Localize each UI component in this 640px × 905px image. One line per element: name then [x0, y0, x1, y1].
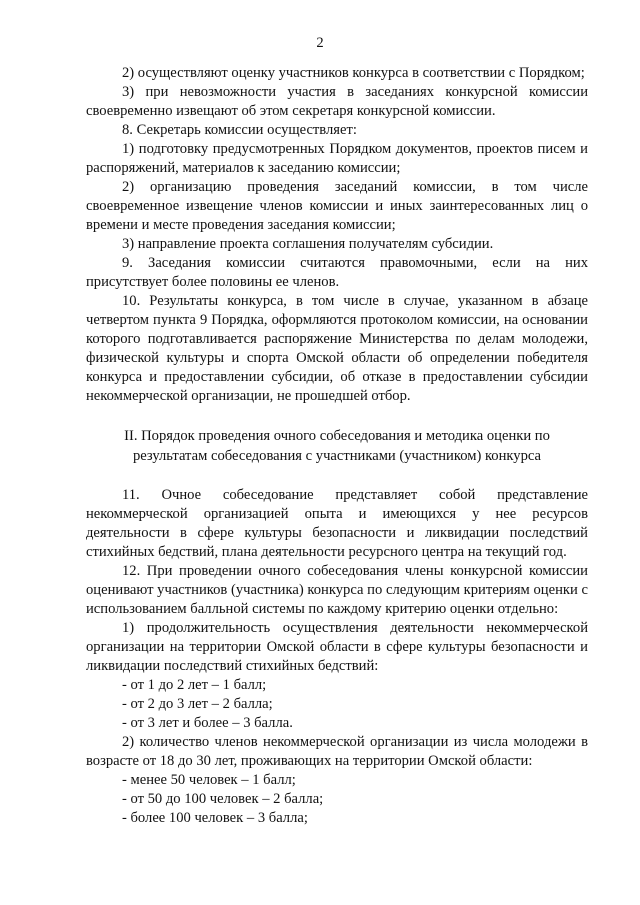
list-item: - менее 50 человек – 1 балл; [122, 772, 296, 788]
list-item: - более 100 человек – 3 балла; [122, 810, 308, 826]
paragraph: 1) подготовку предусмотренных Порядком документов, проектов писем и распоряжений, материалов к заседанию комиссии; [86, 141, 588, 176]
section-heading: II. Порядок проведения очного собеседования и методика оценки по результатам собеседования с участниками (участником) конкурса [124, 428, 550, 464]
page-number: 2 [316, 35, 324, 51]
document-body [86, 64, 588, 828]
paragraph: 2) организацию проведения заседаний комиссии, в том числе своевременное извещение членов комиссии и иных заинтересованных лиц о времени и месте проведения заседания комиссии; [86, 179, 588, 233]
paragraph: 3) при невозможности участия в заседаниях конкурсной комиссии своевременно извещают об этом секретаря конкурсной комиссии. [86, 84, 588, 119]
paragraph: 2) количество членов некоммерческой организации из числа молодежи в возрасте от 18 до 30 лет, проживающих на территории Омской области: [86, 734, 588, 769]
paragraph: 11. Очное собеседование представляет собой представление некоммерческой организацией опыта и имеющихся у нее ресурсов деятельности в сфере культуры безопасности и ликвидации последствий стихийных бедствий, плана деятельности ресурсного центра на текущий год. [86, 487, 588, 560]
paragraph: 3) направление проекта соглашения получателям субсидии. [122, 236, 494, 252]
paragraph: 12. При проведении очного собеседования члены конкурсной комиссии оценивают участников (участника) конкурса по следующим критериям оценки с использованием балльной системы по каждому критерию оценки отдельно: [86, 563, 588, 617]
list-item: - от 3 лет и более – 3 балла. [122, 715, 293, 731]
paragraph: 9. Заседания комиссии считаются правомочными, если на них присутствует более половины ее членов. [86, 255, 588, 290]
paragraph: 2) осуществляют оценку участников конкурса в соответствии с Порядком; [122, 65, 585, 81]
paragraph: 1) продолжительность осуществления деятельности некоммерческой организации на территории Омской области в сфере культуры безопасности и ликвидации последствий стихийных бедствий: [86, 620, 588, 674]
paragraph: 10. Результаты конкурса, в том числе в случае, указанном в абзаце четвертом пункта 9 Порядка, оформляются протоколом комиссии, на основании которого подготавливается распоряжение Министерства по делам молодежи, физической культуры и спорта Омской области об определении победителя конкурса и предоставлении субсидии, об отказе в предоставлении субсидии некоммерческой организации, не прошедшей отбор. [86, 293, 588, 404]
list-item: - от 1 до 2 лет – 1 балл; [122, 677, 267, 693]
list-item: - от 50 до 100 человек – 2 балла; [122, 791, 324, 807]
paragraph: 8. Секретарь комиссии осуществляет: [122, 122, 357, 138]
list-item: - от 2 до 3 лет – 2 балла; [122, 696, 273, 712]
